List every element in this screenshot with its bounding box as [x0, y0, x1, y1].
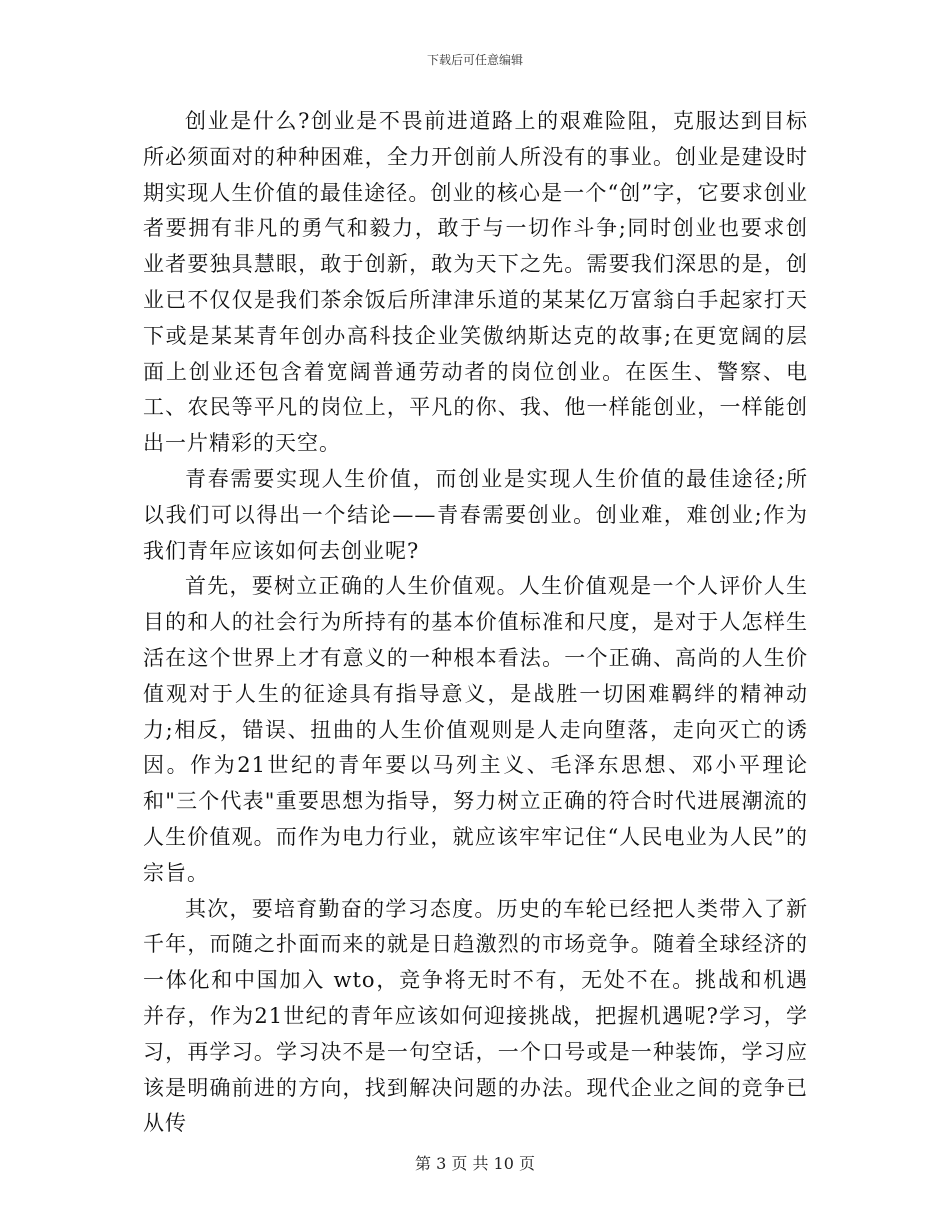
paragraph-3: 首先，要树立正确的人生价值观。人生价值观是一个人评价人生目的和人的社会行为所持有的基本价值标准和尺度，是对于人怎样生活在这个世界上才有意义的一种根本看法。一个正确、高尚的人生价值观对于人生的征途具有指导意义，是战胜一切困难羁绊的精神动力;相反，错误、扭曲的人生价值观则是人走向堕落，走向灭亡的诱因。作为21世纪的青年要以马列主义、毛泽东思想、邓小平理论和"三个代表"重要思想为指导，努力树立正确的符合时代进展潮流的人生价值观。而作为电力行业，就应该牢牢记住“人民电业为人民”的宗旨。: [143, 574, 808, 885]
document-body: [143, 104, 808, 1142]
paragraph-2: 青春需要实现人生价值，而创业是实现人生价值的最佳途径;所以我们可以得出一个结论——青春需要创业。创业难，难创业;作为我们青年应该如何去创业呢?: [143, 466, 808, 563]
paragraph-4: 其次，要培育勤奋的学习态度。历史的车轮已经把人类带入了新千年，而随之扑面而来的就是日趋激烈的市场竞争。随着全球经济的一体化和中国加入 wto，竞争将无时不有，无处不在。挑战和机遇并存，作为21世纪的青年应该如何迎接挑战，把握机遇呢?学习，学习，再学习。学习决不是一句空话，一个口号或是一种装饰，学习应该是明确前进的方向，找到解决问题的办法。现代企业之间的竞争已从传: [143, 896, 808, 1136]
page-footer: 第 3 页 共 10 页: [415, 1154, 535, 1173]
page-header: 下载后可任意编辑: [426, 53, 523, 67]
paragraph-1: 创业是什么?创业是不畏前进道路上的艰难险阻，克服达到目标所必须面对的种种困难，全力开创前人所没有的事业。创业是建设时期实现人生价值的最佳途径。创业的核心是一个“创”字，它要求创业者要拥有非凡的勇气和毅力，敢于与一切作斗争;同时创业也要求创业者要独具慧眼，敢于创新，敢为天下之先。需要我们深思的是，创业已不仅仅是我们茶余饭后所津津乐道的某某亿万富翁白手起家打天下或是某某青年创办高科技企业笑傲纳斯达克的故事;在更宽阔的层面上创业还包含着宽阔普通劳动者的岗位创业。在医生、警察、电工、农民等平凡的岗位上，平凡的你、我、他一样能创业，一样能创出一片精彩的天空。: [143, 109, 808, 456]
